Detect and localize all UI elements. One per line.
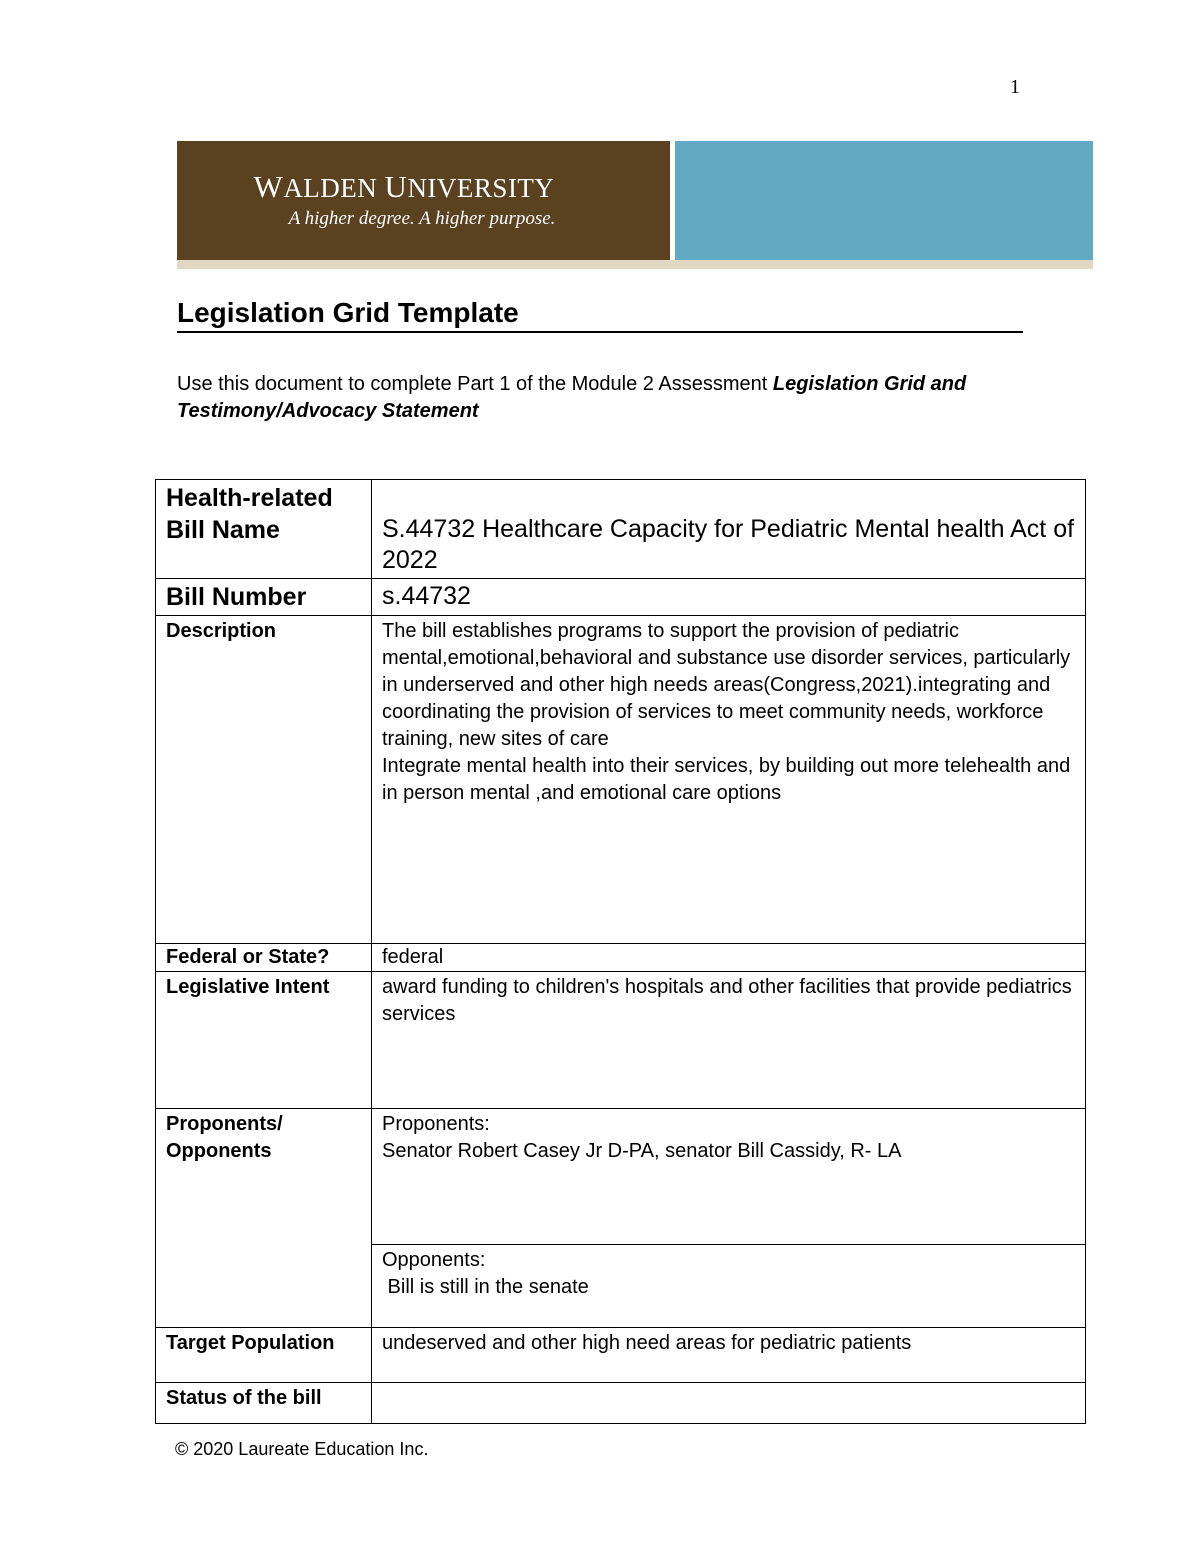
page-number: 1 xyxy=(1010,76,1020,98)
intro-paragraph xyxy=(177,371,1077,425)
opponents-value: Bill is still in the senate xyxy=(382,1276,589,1298)
table-row-legislative-intent xyxy=(156,972,1086,1109)
intro-text: Use this document to complete Part 1 of the Module 2 Assessment xyxy=(177,373,773,395)
federal-state-label: Federal or State? xyxy=(156,944,372,972)
table-row-bill-name xyxy=(156,480,1086,579)
intro-assessment-name: Legislation Grid and Testimony/Advocacy Statement xyxy=(177,373,967,422)
proponents-cell xyxy=(372,1109,1086,1245)
description-label: Description xyxy=(156,616,372,944)
university-logo-wordmark: WALDEN UNIVERSITY xyxy=(253,169,555,204)
banner-strip xyxy=(177,260,1093,269)
legislative-intent-value: award funding to children's hospitals and other facilities that provide pediatrics services xyxy=(372,972,1086,1109)
legislation-grid-table xyxy=(155,479,1086,1424)
legislative-intent-label: Legislative Intent xyxy=(156,972,372,1109)
table-row-target-population xyxy=(156,1328,1086,1383)
opponents-heading: Opponents: xyxy=(382,1249,486,1271)
opponents-label-line: Opponents xyxy=(166,1140,272,1162)
banner-accent-panel xyxy=(675,141,1093,260)
proponents-label-line: Proponents/ xyxy=(166,1113,283,1135)
opponents-cell xyxy=(372,1245,1086,1328)
bill-number-label: Bill Number xyxy=(156,579,372,616)
document-title: Legislation Grid Template xyxy=(177,297,1023,333)
proponents-heading: Proponents: xyxy=(382,1113,490,1135)
bill-name-value: S.44732 Healthcare Capacity for Pediatric Mental health Act of 2022 xyxy=(372,480,1086,579)
table-row-proponents xyxy=(156,1109,1086,1245)
copyright-footer: © 2020 Laureate Education Inc. xyxy=(175,1439,429,1459)
target-population-value: undeserved and other high need areas for pediatric patients xyxy=(372,1328,1086,1383)
bill-status-label: Status of the bill xyxy=(156,1383,372,1424)
target-population-label: Target Population xyxy=(156,1328,372,1383)
federal-state-value: federal xyxy=(372,944,1086,972)
bill-status-value xyxy=(372,1383,1086,1424)
table-row-bill-number xyxy=(156,579,1086,616)
bill-name-label: Health-related Bill Name xyxy=(156,480,372,579)
proponents-opponents-label xyxy=(156,1109,372,1328)
table-row-description xyxy=(156,616,1086,944)
description-value: The bill establishes programs to support the provision of pediatric mental,emotional,behavioral and substance use disorder services, particularly in underserved and other high needs areas(Congress,2021).integrating and coordinating the provision of services to meet community needs, workforce training, new sites of care Integrate mental health into their services, by building out more telehealth and in person mental ,and emotional care options xyxy=(372,616,1086,944)
banner-logo-panel xyxy=(177,141,670,260)
table-row-status xyxy=(156,1383,1086,1424)
proponents-value: Senator Robert Casey Jr D-PA, senator Bill Cassidy, R- LA xyxy=(382,1140,902,1162)
table-row-federal-state xyxy=(156,944,1086,972)
bill-number-value: s.44732 xyxy=(372,579,1086,616)
university-tagline: A higher degree. A higher purpose. xyxy=(288,208,556,229)
university-banner xyxy=(177,141,1093,269)
